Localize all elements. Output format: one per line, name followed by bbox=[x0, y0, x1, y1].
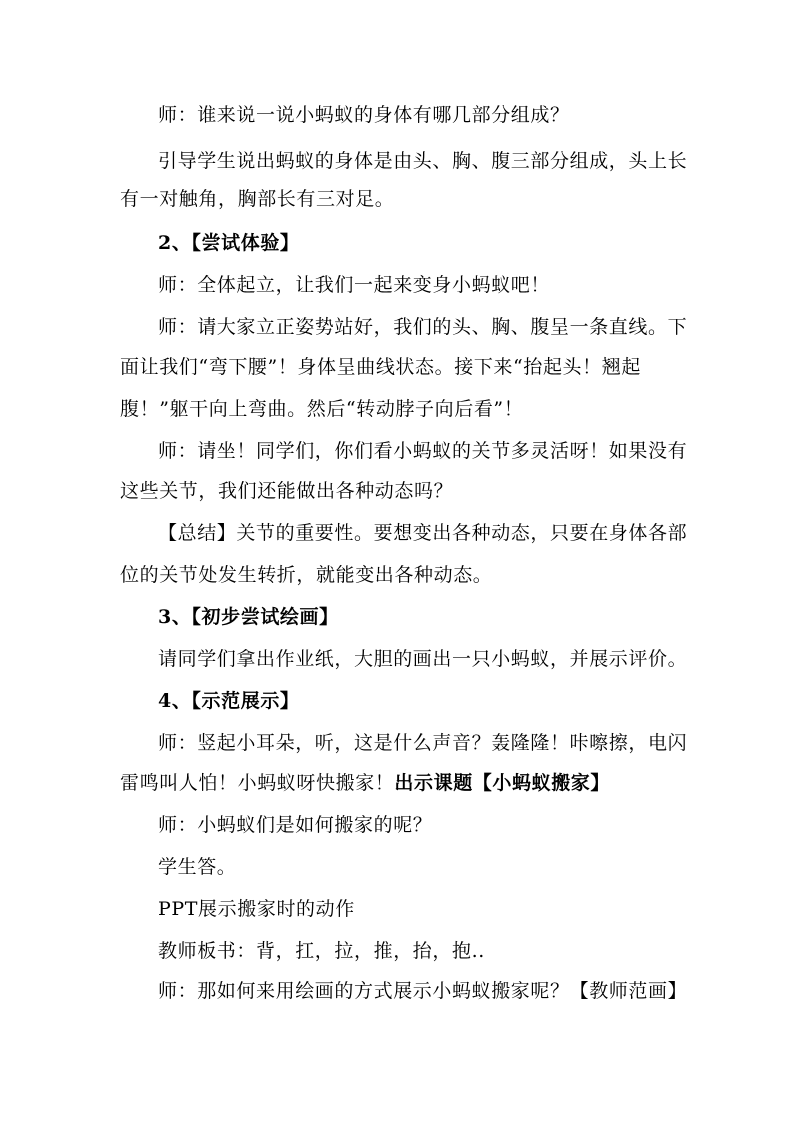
paragraph-text: 雷鸣叫人怕！小蚂蚁呀快搬家！ bbox=[120, 772, 395, 794]
paragraph-line: 教师板书：背，扛，拉，推，抬，抱.. bbox=[158, 940, 485, 962]
paragraph-line: 请同学们拿出作业纸，大胆的画出一只小蚂蚁，并展示评价。 bbox=[158, 648, 688, 670]
paragraph-line: 师：竖起小耳朵，听，这是什么声音？轰隆隆！咔嚓擦，电闪 bbox=[158, 732, 688, 754]
paragraph-line: 师：请坐！同学们，你们看小蚂蚁的关节多灵活呀！如果没有 bbox=[158, 440, 688, 462]
paragraph-line bbox=[120, 770, 610, 796]
section-heading: 4、【示范展示】 bbox=[158, 690, 300, 712]
paragraph-line: 面让我们“弯下腰”！身体呈曲线状态。接下来“抬起头！翘起 bbox=[120, 356, 641, 378]
paragraph-line: 师：那如何来用绘画的方式展示小蚂蚁搬家呢？【教师范画】 bbox=[158, 980, 688, 1002]
paragraph-line: 引导学生说出蚂蚁的身体是由头、胸、腹三部分组成，头上长 bbox=[158, 150, 688, 172]
section-heading: 3、【初步尝试绘画】 bbox=[158, 606, 339, 628]
paragraph-line: 【总结】关节的重要性。要想变出各种动态，只要在身体各部 bbox=[158, 522, 688, 544]
paragraph-line: 这些关节，我们还能做出各种动态吗？ bbox=[120, 480, 454, 502]
paragraph-line: 位的关节处发生转折，就能变出各种动态。 bbox=[120, 564, 493, 586]
section-heading: 2、【尝试体验】 bbox=[158, 232, 300, 254]
lesson-title: 出示课题【小蚂蚁搬家】 bbox=[394, 772, 611, 794]
paragraph-line: 师：全体起立，让我们一起来变身小蚂蚁吧！ bbox=[158, 274, 551, 296]
paragraph-line: PPT展示搬家时的动作 bbox=[158, 898, 355, 920]
paragraph-line: 师：请大家立正姿势站好，我们的头、胸、腹呈一条直线。下 bbox=[158, 316, 688, 338]
paragraph-line: 学生答。 bbox=[158, 856, 237, 878]
paragraph-line: 有一对触角，胸部长有三对足。 bbox=[120, 188, 395, 210]
paragraph-line: 师：谁来说一说小蚂蚁的身体有哪几部分组成？ bbox=[158, 104, 570, 126]
paragraph-line: 师：小蚂蚁们是如何搬家的呢？ bbox=[158, 814, 433, 836]
paragraph-line: 腹！”躯干向上弯曲。然后“转动脖子向后看”！ bbox=[120, 398, 524, 420]
